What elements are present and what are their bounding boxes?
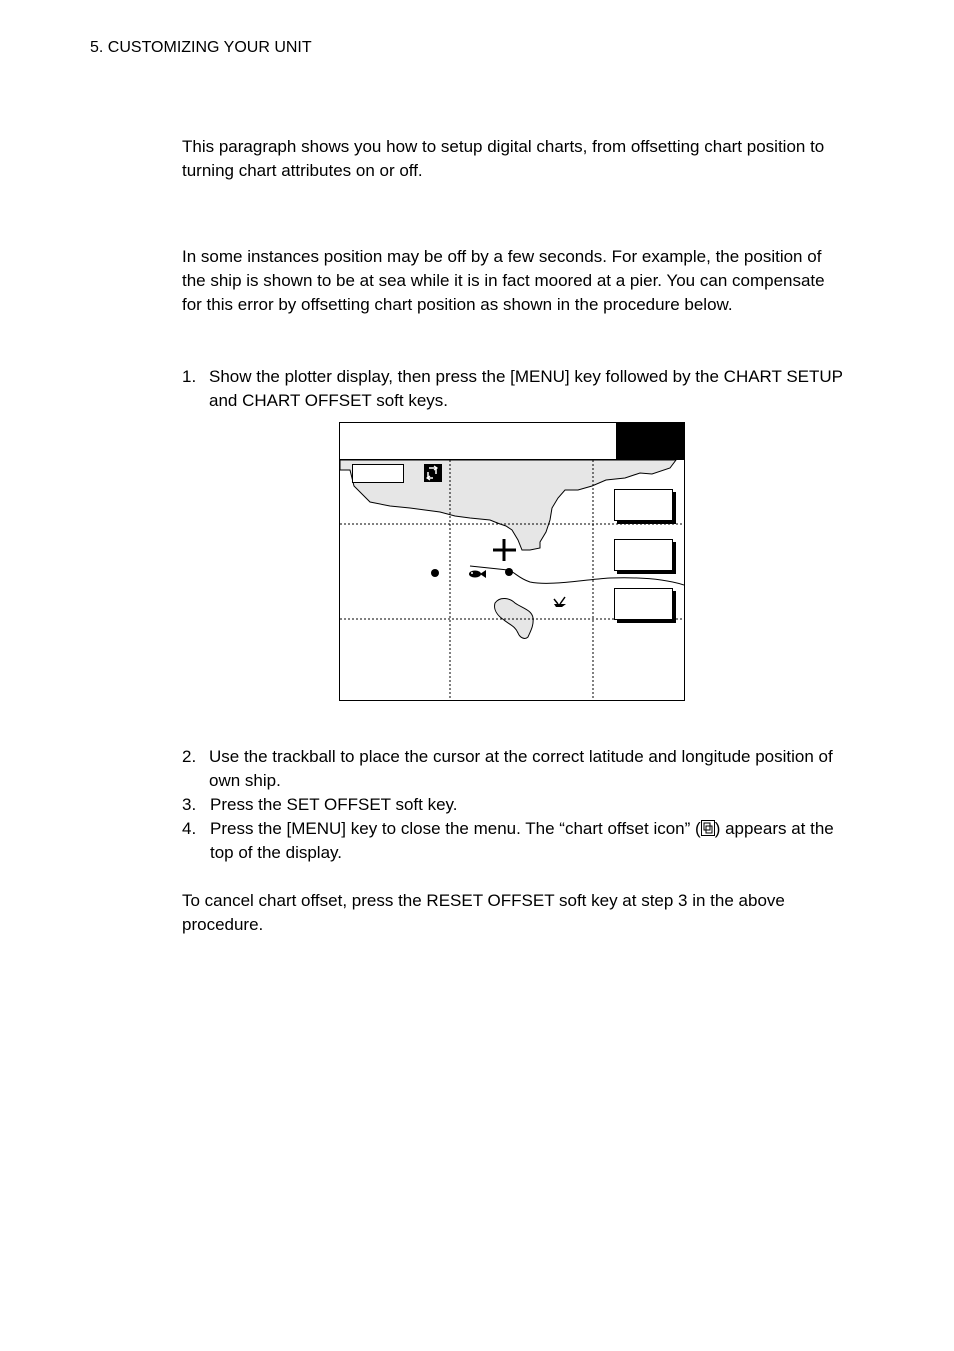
step-number: 3. (182, 795, 197, 814)
offset-intro-paragraph: In some instances position may be off by a few seconds. For example, the position of the ship is shown to be at sea while it is in fact moored at a pier. You can compensate for this error by offsetting chart position as shown in the procedure below. (182, 247, 825, 314)
step-text: Press the [MENU] key to close the menu. The “chart offset icon” ( ) appears at the top of the display. (210, 819, 834, 862)
step-text: Press the SET OFFSET soft key. (210, 795, 458, 814)
wreck-icon (554, 597, 566, 607)
step-text: Use the trackball to place the cursor at the correct latitude and longitude position of own ship. (209, 747, 833, 790)
running-header: 5. CUSTOMIZING YOUR UNIT (90, 39, 312, 56)
step-3 (182, 793, 852, 817)
step-text: Show the plotter display, then press the [MENU] key followed by the CHART SETUP and CHART OFFSET soft keys. (209, 367, 843, 410)
waypoint-dot-icon (431, 569, 439, 577)
chart-offset-icon (701, 820, 715, 836)
intro-paragraph: This paragraph shows you how to setup digital charts, from offsetting chart position to turning chart attributes on or off. (182, 137, 825, 180)
data-box (352, 464, 404, 483)
soft-key-3[interactable] (614, 588, 673, 620)
menu-title-box (616, 423, 684, 459)
soft-key-2[interactable] (614, 539, 673, 571)
cancel-note: To cancel chart offset, press the RESET OFFSET soft key at step 3 in the above procedure. (182, 891, 785, 934)
step-number: 4. (182, 819, 197, 838)
plotter-display-figure (339, 422, 685, 701)
step-2 (182, 745, 852, 793)
step-4 (182, 817, 852, 865)
island (495, 598, 534, 638)
step-number: 1. (182, 367, 197, 386)
step-1 (182, 365, 852, 413)
soft-key-1[interactable] (614, 489, 673, 521)
step-number: 2. (182, 747, 197, 766)
chart-offset-icon (424, 464, 442, 482)
own-ship-dot-icon (505, 568, 513, 576)
fish-icon (469, 570, 486, 578)
cursor-cross-icon (493, 539, 516, 561)
